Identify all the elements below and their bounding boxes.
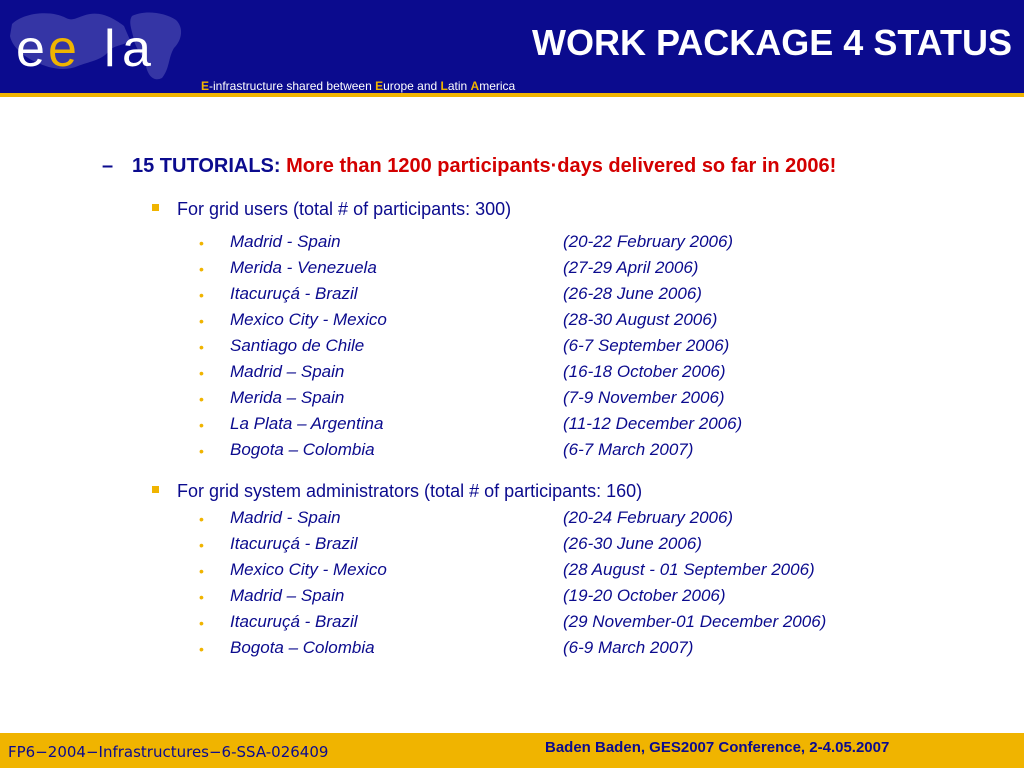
bullet-icon: • [199,261,204,277]
item-date: (27-29 April 2006) [563,258,699,277]
item-place: Merida - Venezuela [230,258,377,277]
item-place: Madrid – Spain [230,586,345,605]
bullet-icon: • [199,615,204,631]
item-place: Mexico City - Mexico [230,560,387,579]
bullet-icon: • [199,589,204,605]
tagline-latin-letter: L [440,79,448,93]
section-grid-admins [152,481,642,502]
item-place: Madrid - Spain [230,508,341,527]
tutorials-highlight: More than 1200 participants·days delivered so far in 2006! [286,155,837,177]
project-code: FP6−2004−Infrastructures−6-SSA-026409 [8,743,329,761]
bullet-icon: • [199,235,204,251]
bullet-icon: • [199,443,204,459]
item-place: Itacuruçá - Brazil [230,284,358,303]
item-place: Itacuruçá - Brazil [230,612,358,631]
svg-text:e: e [16,20,45,78]
item-date: (26-28 June 2006) [563,284,702,303]
item-date: (28 August - 01 September 2006) [563,560,815,579]
main-bullet [102,155,836,178]
bullet-icon: • [199,417,204,433]
bullet-icon: • [199,537,204,553]
tagline-latin-rest: atin [447,79,471,93]
bullet-icon: • [199,365,204,381]
bullet-icon: • [199,313,204,329]
item-date: (11-12 December 2006) [563,414,743,433]
item-date: (26-30 June 2006) [563,534,702,553]
item-place: Mexico City - Mexico [230,310,387,329]
tagline-america-letter: A [470,79,480,93]
tagline-e: E [201,79,210,93]
bullet-icon: • [199,339,204,355]
item-date: (6-9 March 2007) [563,638,694,657]
tutorials-label: 15 TUTORIALS: [132,155,281,177]
dash-bullet: – [102,155,114,177]
item-date: (6-7 March 2007) [563,440,694,459]
item-place: Bogota – Colombia [230,638,375,657]
svg-text:e: e [48,20,77,78]
section-grid-users [152,199,511,220]
tagline [201,79,515,93]
header-divider [0,93,1024,97]
item-place: Itacuruçá - Brazil [230,534,358,553]
bullet-icon: • [199,563,204,579]
eela-logo [4,6,194,86]
tagline-part1: -infrastructure shared between [209,79,376,93]
item-place: Madrid - Spain [230,232,341,251]
item-place: La Plata – Argentina [230,414,384,433]
bullet-icon: • [199,511,204,527]
tagline-america-rest: merica [479,79,516,93]
item-place: Bogota – Colombia [230,440,375,459]
section-title: For grid system administrators (total # of participants: 160) [177,481,643,501]
square-bullet-icon [152,486,159,493]
item-place: Merida – Spain [230,388,345,407]
item-date: (16-18 October 2006) [563,362,726,381]
item-date: (6-7 September 2006) [563,336,730,355]
item-date: (20-22 February 2006) [563,232,734,251]
item-date: (28-30 August 2006) [563,310,718,329]
slide-footer [0,733,1024,768]
item-place: Santiago de Chile [230,336,365,355]
square-bullet-icon [152,204,159,211]
tagline-europe-letter: E [375,79,384,93]
item-date: (20-24 February 2006) [563,508,734,527]
item-date: (7-9 November 2006) [563,388,725,407]
bullet-icon: • [199,391,204,407]
item-place: Madrid – Spain [230,362,345,381]
section-title: For grid users (total # of participants: 300) [177,199,512,219]
bullet-icon: • [199,641,204,657]
svg-text:l: l [104,20,116,78]
slide-header [0,0,1024,93]
slide-title: WORK PACKAGE 4 STATUS [531,22,1012,63]
item-date: (29 November-01 December 2006) [563,612,827,631]
conference-info: Baden Baden, GES2007 Conference, 2-4.05.2007 [545,739,890,756]
bullet-icon: • [199,287,204,303]
item-date: (19-20 October 2006) [563,586,726,605]
svg-text:a: a [122,20,151,78]
tagline-europe-rest: urope and [383,79,441,93]
